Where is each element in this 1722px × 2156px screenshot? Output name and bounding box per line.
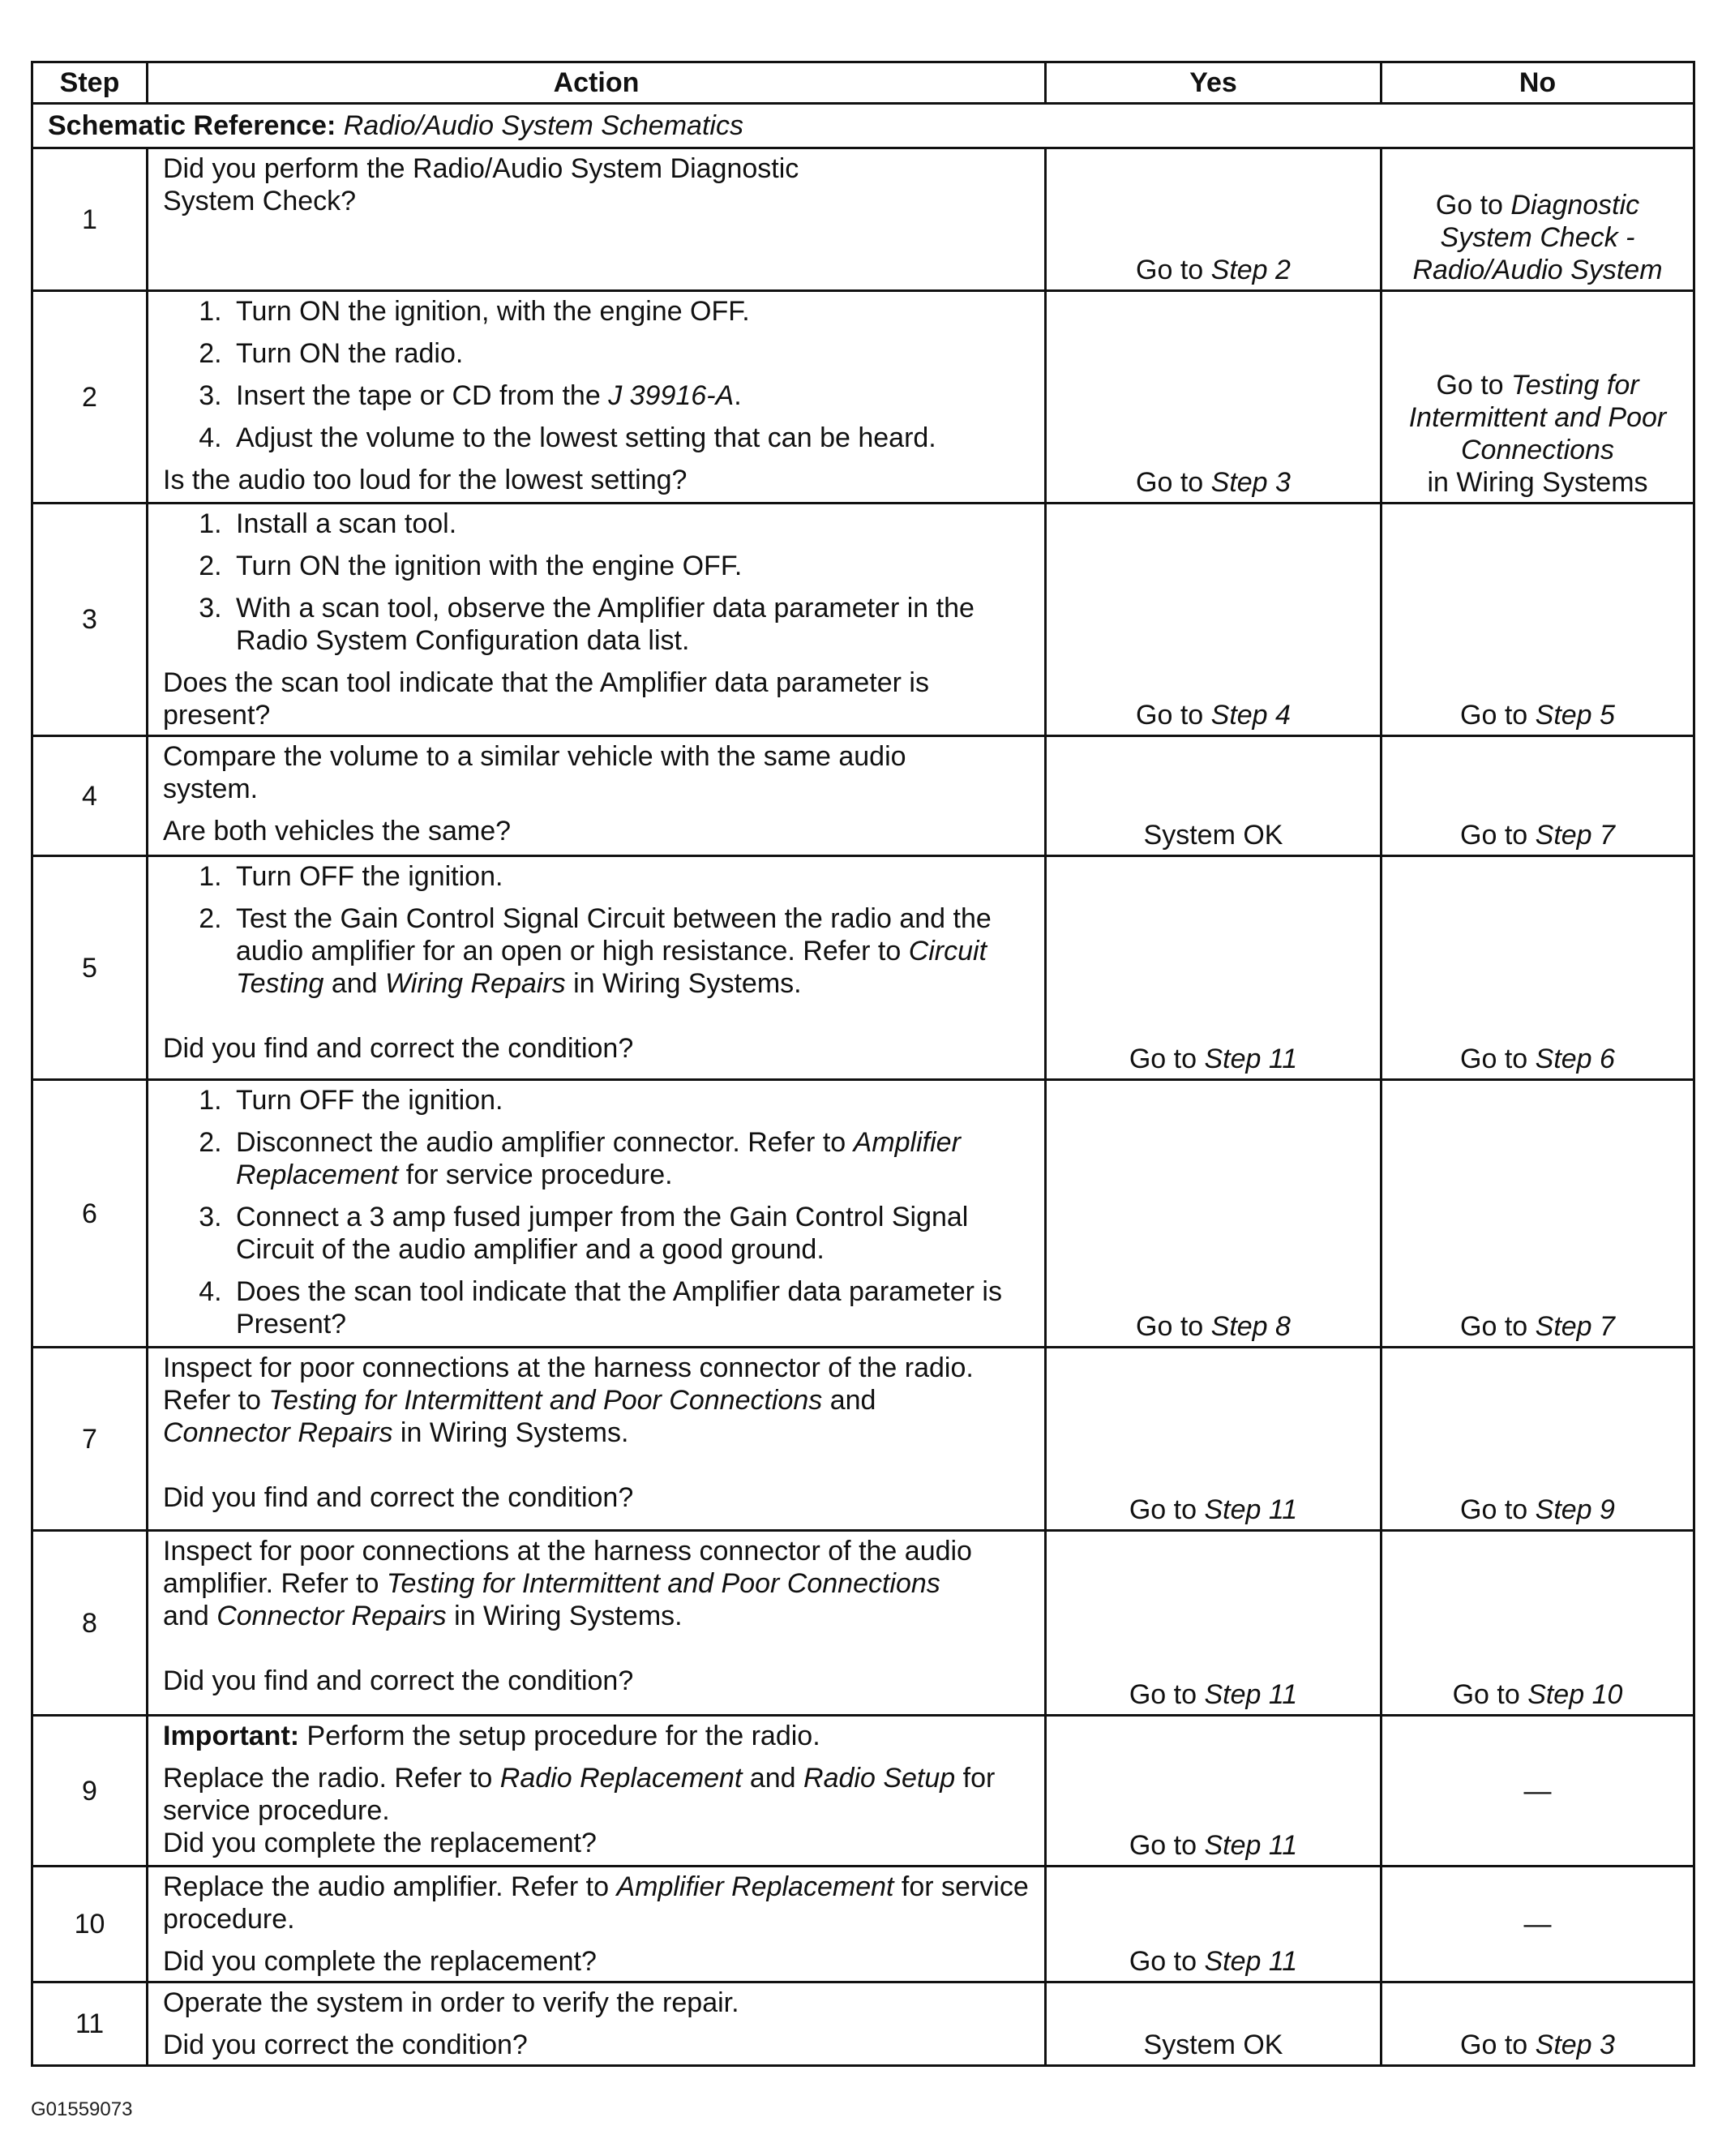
no-cell: — [1381, 1867, 1694, 1982]
step-number: 1 [32, 148, 148, 291]
list-item: 2. Disconnect the audio amplifier connector. Refer to Amplifier Replacement for service procedure. [229, 1126, 1030, 1191]
header-action: Action [148, 62, 1046, 104]
doc-link[interactable]: Wiring Repairs [385, 968, 566, 999]
header-step: Step [32, 62, 148, 104]
step-link[interactable]: Step 4 [1210, 700, 1291, 731]
table-row [32, 1348, 1694, 1531]
table-row [32, 856, 1694, 1080]
step-number: 6 [32, 1080, 148, 1348]
list-item: 2. Turn ON the radio. [229, 337, 1030, 370]
doc-link[interactable]: Testing for Intermittent and Poor Connections [386, 1568, 940, 1599]
step-link[interactable]: Step 3 [1535, 2030, 1615, 2060]
step-link[interactable]: Step 5 [1535, 700, 1615, 731]
step-link[interactable]: Step 11 [1204, 1830, 1298, 1861]
list-item: 1. Turn ON the ignition, with the engine OFF. [229, 295, 1030, 328]
table-row [32, 1716, 1694, 1867]
no-link[interactable]: Go to Diagnostic System Check - Radio/Audio System [1412, 190, 1663, 285]
step-number: 9 [32, 1716, 148, 1867]
step-link[interactable]: Step 11 [1204, 1494, 1298, 1525]
list-item: 2. Turn ON the ignition with the engine OFF. [229, 550, 1030, 582]
step-number: 8 [32, 1531, 148, 1716]
header-no: No [1381, 62, 1694, 104]
step-number: 2 [32, 291, 148, 504]
yes-cell: Go to Step 3 [1046, 291, 1381, 504]
action-cell [148, 291, 1046, 504]
question-text: Did you correct the condition? [163, 2030, 528, 2060]
doc-link[interactable]: Testing for Intermittent and Poor Connections [268, 1385, 823, 1416]
question-text: Did you find and correct the condition? [163, 1482, 634, 1513]
step-link[interactable]: Step 2 [1210, 255, 1291, 285]
step-number: 7 [32, 1348, 148, 1531]
step-number: 11 [32, 1982, 148, 2066]
no-link[interactable]: Testing for Intermittent and Poor Connections [1408, 370, 1667, 465]
question-text: Is the audio too loud for the lowest setting? [163, 465, 688, 495]
instruction-list [163, 1084, 1030, 1340]
action-cell [148, 1867, 1046, 1982]
question-text: Did you perform the Radio/Audio System Diagnostic System Check? [163, 153, 799, 216]
action-cell [148, 1982, 1046, 2066]
instruction-list [163, 295, 1030, 454]
yes-cell: Go to Step 2 [1046, 148, 1381, 291]
action-cell [148, 1716, 1046, 1867]
diagnostic-table [31, 61, 1695, 2067]
step-link[interactable]: Step 6 [1535, 1044, 1615, 1074]
action-cell [148, 504, 1046, 736]
action-text: Compare the volume to a similar vehicle with the same audio system. [163, 741, 906, 804]
instruction-list [163, 860, 1030, 1000]
action-cell [148, 1348, 1046, 1531]
action-text: Operate the system in order to verify the repair. [163, 1987, 739, 2018]
yes-cell: Go to Step 11 [1046, 1531, 1381, 1716]
question-text: Did you complete the replacement? [163, 1828, 597, 1858]
yes-cell: Go to Step 11 [1046, 1348, 1381, 1531]
schematic-reference [32, 104, 1694, 148]
yes-cell: Go to Step 11 [1046, 1867, 1381, 1982]
table-row [32, 1531, 1694, 1716]
schematic-label: Schematic Reference: [48, 110, 336, 141]
yes-cell: System OK [1046, 736, 1381, 856]
list-item: 3. With a scan tool, observe the Amplifier data parameter in the Radio System Configuration data list. [229, 592, 1030, 657]
doc-link[interactable]: Circuit Testing [236, 936, 987, 999]
list-item: 3. Insert the tape or CD from the J 39916-A. [229, 379, 1030, 412]
schematic-reference-row [32, 104, 1694, 148]
doc-link[interactable]: Radio Setup [803, 1763, 956, 1794]
doc-link[interactable]: Amplifier Replacement [236, 1127, 961, 1190]
table-row [32, 736, 1694, 856]
step-link[interactable]: Step 10 [1527, 1679, 1623, 1710]
action-text: Replace the audio amplifier. Refer to Amplifier Replacement for service procedure. [163, 1871, 1029, 1935]
no-cell: Go to Step 7 [1381, 736, 1694, 856]
table-row [32, 148, 1694, 291]
question-text: Does the scan tool indicate that the Amplifier data parameter is present? [163, 667, 929, 731]
question-text: Did you find and correct the condition? [163, 1665, 634, 1696]
header-row [32, 62, 1694, 104]
question-text: Did you find and correct the condition? [163, 1033, 634, 1064]
yes-cell: Go to Step 11 [1046, 856, 1381, 1080]
step-link[interactable]: Step 11 [1204, 1044, 1298, 1074]
figure-id: G01559073 [31, 2098, 133, 2120]
step-link[interactable]: Step 11 [1204, 1679, 1298, 1710]
no-cell: Go to Step 10 [1381, 1531, 1694, 1716]
step-link[interactable]: Step 7 [1535, 820, 1615, 851]
step-number: 3 [32, 504, 148, 736]
no-cell: Go to Step 6 [1381, 856, 1694, 1080]
list-item: 4. Does the scan tool indicate that the Amplifier data parameter is Present? [229, 1275, 1030, 1340]
no-cell: Go to Step 3 [1381, 1982, 1694, 2066]
action-cell [148, 1531, 1046, 1716]
step-link[interactable]: Step 7 [1535, 1311, 1615, 1342]
table-row [32, 1867, 1694, 1982]
no-cell: Go to Step 7 [1381, 1080, 1694, 1348]
important-note: Important: Perform the setup procedure for the radio. [163, 1721, 820, 1751]
doc-link[interactable]: Radio Replacement [499, 1763, 743, 1794]
action-cell [148, 148, 1046, 291]
question-text: Did you complete the replacement? [163, 1946, 597, 1977]
yes-cell: Go to Step 4 [1046, 504, 1381, 736]
action-cell [148, 856, 1046, 1080]
step-link[interactable]: Step 11 [1204, 1946, 1298, 1977]
table-row [32, 291, 1694, 504]
schematic-link[interactable]: Radio/Audio System Schematics [343, 110, 743, 141]
yes-cell: System OK [1046, 1982, 1381, 2066]
action-text: Inspect for poor connections at the harness connector of the radio. Refer to Testing for Intermittent and Poor Connections and Connector Repairs in Wiring Systems. [163, 1352, 974, 1448]
no-cell: Go to Step 5 [1381, 504, 1694, 736]
tool-ref: J 39916-A [608, 380, 735, 411]
step-link[interactable]: Step 8 [1210, 1311, 1291, 1342]
doc-link[interactable]: Connector Repairs [163, 1417, 393, 1448]
list-item: 1. Turn OFF the ignition. [229, 860, 1030, 893]
step-number: 5 [32, 856, 148, 1080]
table-row [32, 1080, 1694, 1348]
no-cell: Go to Step 9 [1381, 1348, 1694, 1531]
list-item: 1. Install a scan tool. [229, 508, 1030, 540]
step-number: 4 [32, 736, 148, 856]
table-row [32, 504, 1694, 736]
step-link[interactable]: Step 3 [1210, 467, 1291, 498]
no-cell: Go to Testing for Intermittent and Poor Connections in Wiring Systems [1381, 291, 1694, 504]
list-item: 4. Adjust the volume to the lowest setting that can be heard. [229, 422, 1030, 454]
action-text: Replace the radio. Refer to Radio Replacement and Radio Setup for service procedure. [163, 1763, 996, 1826]
list-item: 3. Connect a 3 amp fused jumper from the Gain Control Signal Circuit of the audio amplifier and a good ground. [229, 1201, 1030, 1266]
yes-cell: Go to Step 11 [1046, 1716, 1381, 1867]
table-row [32, 1982, 1694, 2066]
doc-link[interactable]: Amplifier Replacement [616, 1871, 894, 1902]
action-cell [148, 736, 1046, 856]
yes-cell: Go to Step 8 [1046, 1080, 1381, 1348]
action-text: Inspect for poor connections at the harness connector of the audio amplifier. Refer to Testing for Intermittent and Poor Connections and Connector Repairs in Wiring Systems. [163, 1536, 972, 1631]
no-cell: — [1381, 1716, 1694, 1867]
doc-link[interactable]: Connector Repairs [216, 1601, 447, 1631]
step-link[interactable]: Step 9 [1535, 1494, 1615, 1525]
list-item: 1. Turn OFF the ignition. [229, 1084, 1030, 1117]
step-number: 10 [32, 1867, 148, 1982]
no-cell [1381, 148, 1694, 291]
list-item: 2. Test the Gain Control Signal Circuit between the radio and the audio amplifier for an open or high resistance. Refer to Circuit Testing and Wiring Repairs in Wiring Systems. [229, 902, 1030, 1000]
question-text: Are both vehicles the same? [163, 816, 512, 847]
instruction-list [163, 508, 1030, 657]
header-yes: Yes [1046, 62, 1381, 104]
action-cell [148, 1080, 1046, 1348]
